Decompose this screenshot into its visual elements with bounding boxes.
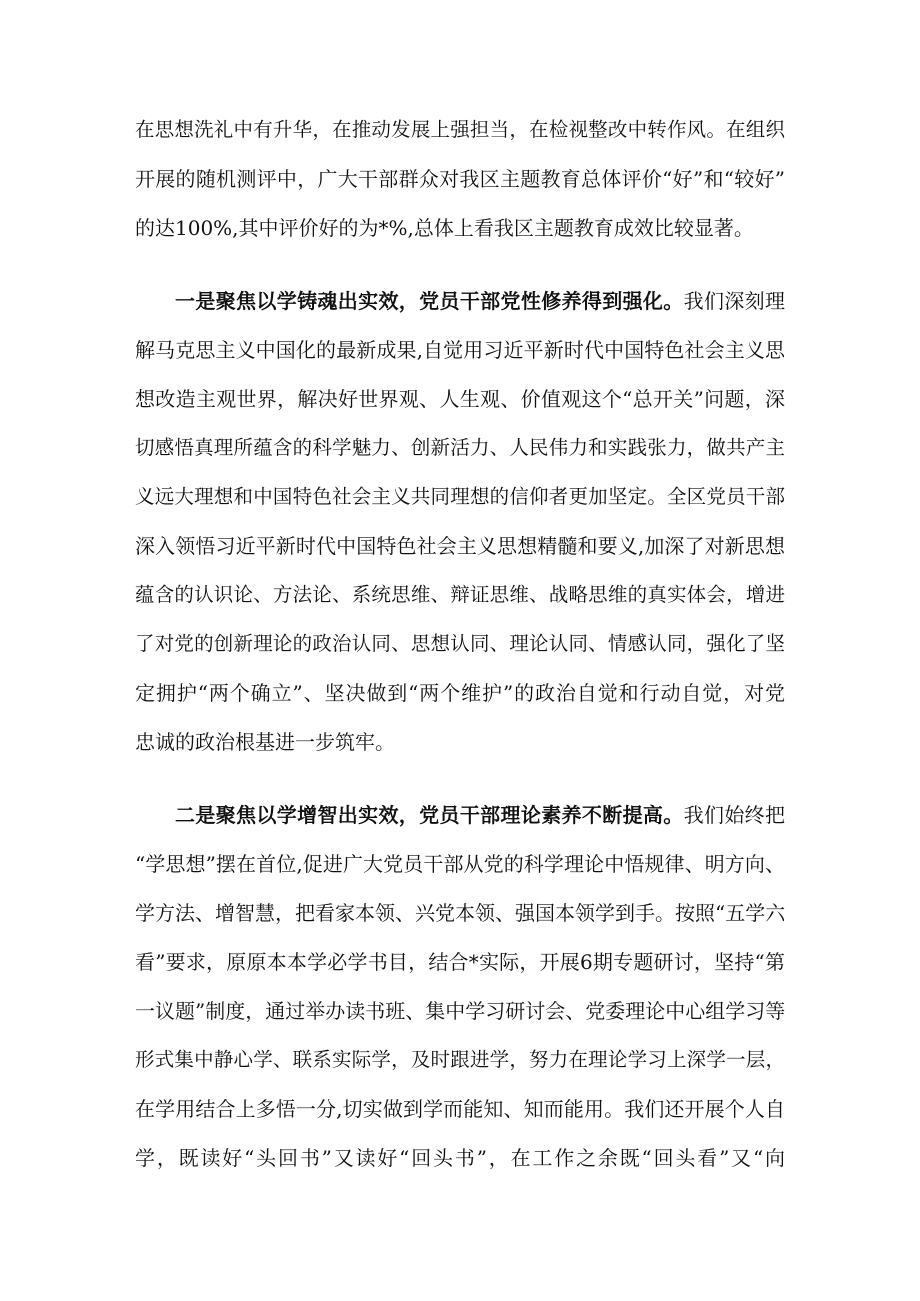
paragraph-1-line-2: 开展的随机测评中，广大干部群众对我区主题教育总体评价“好”和“较好”	[135, 167, 785, 191]
paragraph-2-line-1	[175, 284, 785, 318]
paragraph-2-line-3: 想改造主观世界，解决好世界观、人生观、价值观这个“总开关”问题，深	[135, 387, 785, 411]
paragraph-3-line-6: 形式集中静心学、联系实际学，及时跟进学，努力在理论学习上深学一层，	[135, 1048, 785, 1071]
paragraph-3-line-1	[175, 798, 785, 832]
paragraph-2-line-2: 解马克思主义中国化的最新成果,自觉用习近平新时代中国特色社会主义思	[135, 338, 785, 362]
paragraph-2-line-6: 深入领悟习近平新时代中国特色社会主义思想精髓和要义,加深了对新思想	[135, 534, 785, 558]
paragraph-3-first-line-rest: 我们始终把	[683, 803, 786, 827]
paragraph-2-line-8: 了对党的创新理论的政治认同、思想认同、理论认同、情感认同，强化了坚	[135, 632, 785, 655]
paragraph-2-line-9: 定拥护“两个确立”、坚决做到“两个维护”的政治自觉和行动自觉，对党	[135, 681, 785, 705]
paragraph-3-line-5: 一议题”制度，通过举办读书班、集中学习研讨会、党委理论中心组学习等	[135, 999, 786, 1023]
paragraph-3-line-8: 学，既读好“头回书”又读好“回头书”，在工作之余既“回头看”又“向	[135, 1146, 785, 1170]
paragraph-3-line-7: 在学用结合上多悟一分,切实做到学而能知、知而能用。我们还开展个人自	[135, 1097, 785, 1121]
paragraph-2-line-7: 蕴含的认识论、方法论、系统思维、辩证思维、战略思维的真实体会，增进	[135, 583, 785, 606]
paragraph-3-line-2: “学思想”摆在首位,促进广大党员干部从党的科学理论中悟规律、明方向、	[135, 852, 785, 876]
paragraph-3-line-3: 学方法、增智慧，把看家本领、兴党本领、强国本领学到手。按照“五学六	[135, 901, 786, 925]
paragraph-1-line-3: 的达100%,其中评价好的为*%,总体上看我区主题教育成效比较显著。	[135, 216, 754, 240]
paragraph-2-line-4: 切感悟真理所蕴含的科学魅力、创新活力、人民伟力和实践张力，做共产主	[135, 436, 785, 459]
paragraph-2-line-10: 忠诚的政治根基进一步筑牢。	[135, 730, 395, 754]
paragraph-2-lead: 一是聚焦以学铸魂出实效，党员干部党性修养得到强化。	[175, 289, 684, 313]
paragraph-3-line-4: 看”要求，原原本本学必学书目，结合*实际，开展6期专题研讨，坚持“第	[135, 950, 785, 974]
paragraph-2-first-line-rest: 我们深刻理	[683, 289, 786, 313]
paragraph-1-line-1: 在思想洗礼中有升华，在推动发展上强担当，在检视整改中转作风。在组织	[135, 118, 785, 141]
paragraph-3-lead: 二是聚焦以学增智出实效，党员干部理论素养不断提高。	[175, 803, 684, 827]
paragraph-2-line-5: 义远大理想和中国特色社会主义共同理想的信仰者更加坚定。全区党员干部	[135, 485, 785, 508]
